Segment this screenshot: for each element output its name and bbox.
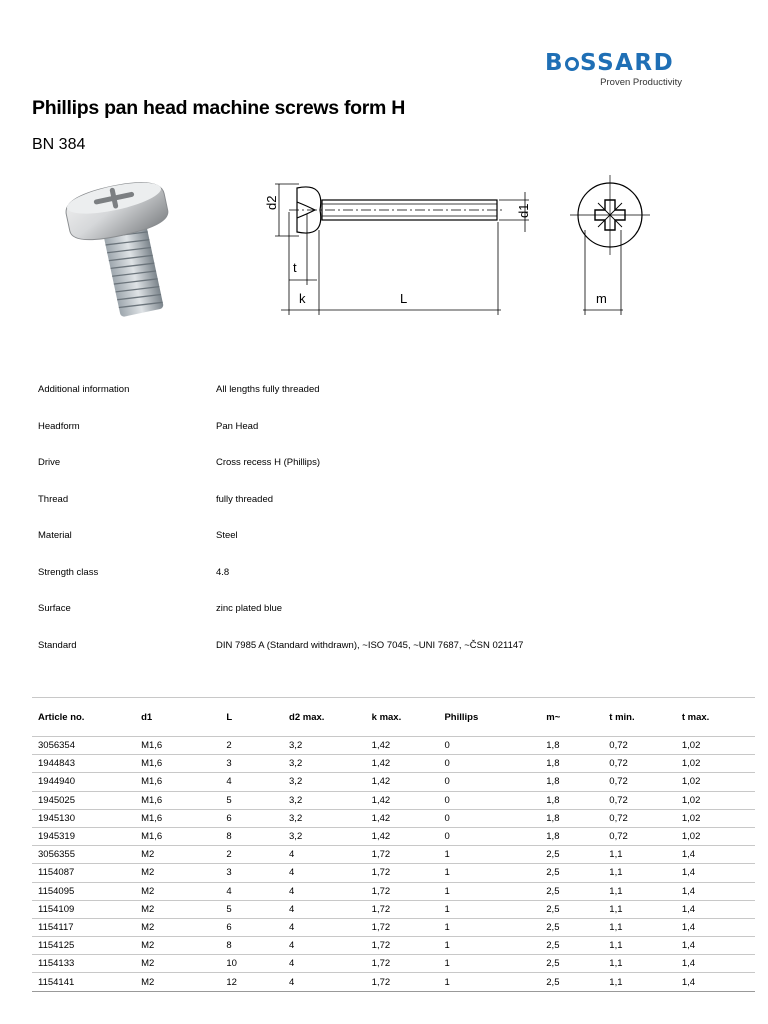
property-value: All lengths fully threaded xyxy=(216,384,320,395)
table-cell: 0,72 xyxy=(603,827,676,845)
table-cell: 3,2 xyxy=(283,827,366,845)
table-cell: 1,02 xyxy=(676,737,755,755)
table-cell: 0 xyxy=(438,791,540,809)
table-cell: 1154125 xyxy=(32,937,135,955)
property-value: Steel xyxy=(216,530,238,541)
table-cell: 1,1 xyxy=(603,846,676,864)
property-label: Drive xyxy=(38,457,61,468)
table-header-row xyxy=(32,698,755,737)
table-cell: 0 xyxy=(438,737,540,755)
table-cell: 0,72 xyxy=(603,755,676,773)
property-row xyxy=(38,412,738,449)
table-cell: 1944940 xyxy=(32,773,135,791)
table-cell: 1,4 xyxy=(676,918,755,936)
logo-tagline: Proven Productivity xyxy=(600,77,682,88)
article-table xyxy=(32,697,755,992)
table-cell: 1,72 xyxy=(366,973,439,991)
table-cell: 6 xyxy=(220,809,283,827)
table-row xyxy=(32,900,755,918)
table-cell: M2 xyxy=(135,918,220,936)
table-cell: 0,72 xyxy=(603,737,676,755)
table-cell: 1,02 xyxy=(676,773,755,791)
table-cell: 1,1 xyxy=(603,900,676,918)
property-label: Headform xyxy=(38,420,80,432)
table-row xyxy=(32,937,755,955)
table-cell: 1,72 xyxy=(366,864,439,882)
table-cell: 2,5 xyxy=(540,973,603,991)
property-label: Thread xyxy=(38,493,69,505)
table-cell: 4 xyxy=(283,918,366,936)
table-cell: 1,4 xyxy=(676,973,755,991)
table-cell: 4 xyxy=(283,955,366,973)
label-t: t xyxy=(293,260,297,275)
table-cell: 1,8 xyxy=(540,791,603,809)
table-cell: 1,72 xyxy=(366,955,439,973)
product-code: BN 384 xyxy=(32,136,86,153)
table-cell: 5 xyxy=(220,900,283,918)
table-cell: 1,42 xyxy=(366,827,439,845)
table-row xyxy=(32,882,755,900)
table-cell: 0 xyxy=(438,809,540,827)
property-row xyxy=(38,631,738,668)
table-cell: 1154117 xyxy=(32,918,135,936)
property-value: zinc plated blue xyxy=(216,603,283,614)
table-cell: 4 xyxy=(283,937,366,955)
table-cell: 1 xyxy=(438,864,540,882)
table-cell: 0,72 xyxy=(603,791,676,809)
column-header: d2 max. xyxy=(283,698,366,737)
table-cell: 1,8 xyxy=(540,773,603,791)
table-row xyxy=(32,791,755,809)
table-cell: 1 xyxy=(438,937,540,955)
table-cell: 2,5 xyxy=(540,918,603,936)
table-cell: 4 xyxy=(283,846,366,864)
property-label: Surface xyxy=(38,603,71,614)
screw-photo xyxy=(55,175,195,325)
table-cell: 1,72 xyxy=(366,918,439,936)
table-row xyxy=(32,755,755,773)
page-title: Phillips pan head machine screws form H xyxy=(32,97,405,119)
property-row xyxy=(38,485,738,522)
table-cell: 1,1 xyxy=(603,973,676,991)
table-cell: M2 xyxy=(135,864,220,882)
table-cell: 1944843 xyxy=(32,755,135,773)
table-cell: 1,02 xyxy=(676,755,755,773)
table-cell: 1945025 xyxy=(32,791,135,809)
property-row xyxy=(38,521,738,558)
table-cell: 1,72 xyxy=(366,900,439,918)
table-cell: M2 xyxy=(135,955,220,973)
table-row xyxy=(32,918,755,936)
column-header: Article no. xyxy=(32,698,135,737)
table-cell: 1 xyxy=(438,955,540,973)
table-cell: 4 xyxy=(283,973,366,991)
table-cell: M2 xyxy=(135,937,220,955)
table-cell: 1154141 xyxy=(32,973,135,991)
table-cell: 1 xyxy=(438,900,540,918)
table-cell: 1,8 xyxy=(540,809,603,827)
property-row xyxy=(38,375,738,412)
table-cell: 1,42 xyxy=(366,755,439,773)
table-cell: 2,5 xyxy=(540,846,603,864)
table-cell: 1,1 xyxy=(603,937,676,955)
table-cell: 1,1 xyxy=(603,918,676,936)
table-cell: 1,4 xyxy=(676,900,755,918)
table-cell: 4 xyxy=(283,882,366,900)
table-cell: 4 xyxy=(283,864,366,882)
table-cell: 1 xyxy=(438,973,540,991)
table-cell: 1,8 xyxy=(540,737,603,755)
table-cell: 0 xyxy=(438,773,540,791)
column-header: m~ xyxy=(540,698,603,737)
table-cell: 1154109 xyxy=(32,900,135,918)
table-cell: M2 xyxy=(135,882,220,900)
table-cell: 3,2 xyxy=(283,755,366,773)
table-row xyxy=(32,737,755,755)
table-row xyxy=(32,955,755,973)
property-label: Standard xyxy=(38,639,77,651)
property-row xyxy=(38,594,738,631)
table-cell: 1154087 xyxy=(32,864,135,882)
logo-o-ring xyxy=(565,57,579,71)
column-header: t min. xyxy=(603,698,676,737)
table-cell: 1,1 xyxy=(603,864,676,882)
table-row xyxy=(32,973,755,991)
column-header: d1 xyxy=(135,698,220,737)
property-value: 4.8 xyxy=(216,566,230,578)
logo-wordmark xyxy=(545,50,685,76)
table-cell: M2 xyxy=(135,900,220,918)
table-cell: 1,8 xyxy=(540,827,603,845)
table-cell: 1,02 xyxy=(676,827,755,845)
table-cell: M1,6 xyxy=(135,809,220,827)
table-cell: 2,5 xyxy=(540,864,603,882)
bossard-logo xyxy=(545,50,685,88)
table-cell: M1,6 xyxy=(135,791,220,809)
table-cell: 1,4 xyxy=(676,846,755,864)
table-cell: 0 xyxy=(438,827,540,845)
table-cell: M2 xyxy=(135,846,220,864)
table-cell: 1,1 xyxy=(603,955,676,973)
table-cell: 1,42 xyxy=(366,809,439,827)
table-cell: 3,2 xyxy=(283,737,366,755)
property-value: Cross recess H (Phillips) xyxy=(216,457,320,468)
property-row xyxy=(38,558,738,595)
table-cell: 1,72 xyxy=(366,937,439,955)
table-cell: M1,6 xyxy=(135,755,220,773)
table-cell: 1,02 xyxy=(676,809,755,827)
table-cell: 0,72 xyxy=(603,773,676,791)
table-cell: 1 xyxy=(438,918,540,936)
table-cell: 3 xyxy=(220,755,283,773)
table-row xyxy=(32,773,755,791)
table-cell: 1,02 xyxy=(676,791,755,809)
table-cell: M1,6 xyxy=(135,827,220,845)
table-row xyxy=(32,827,755,845)
property-list xyxy=(38,375,738,667)
table-cell: 1,4 xyxy=(676,955,755,973)
table-cell: 1945319 xyxy=(32,827,135,845)
table-cell: 1,1 xyxy=(603,882,676,900)
table-cell: 1 xyxy=(438,882,540,900)
table-cell: 1154095 xyxy=(32,882,135,900)
logo-text-end: SSARD xyxy=(580,50,675,76)
table-cell: 3056355 xyxy=(32,846,135,864)
table-cell: 1154133 xyxy=(32,955,135,973)
property-row xyxy=(38,448,738,485)
table-cell: 1,4 xyxy=(676,864,755,882)
table-row xyxy=(32,864,755,882)
table-cell: 2 xyxy=(220,846,283,864)
table-cell: 5 xyxy=(220,791,283,809)
table-cell: M1,6 xyxy=(135,773,220,791)
table-row xyxy=(32,809,755,827)
property-value: DIN 7985 A (Standard withdrawn), ~ISO 7045, ~UNI 7687, ~ČSN 021147 xyxy=(216,639,524,651)
technical-drawing xyxy=(255,170,665,320)
label-d2: d2 xyxy=(264,195,279,210)
table-cell: 3,2 xyxy=(283,773,366,791)
table-cell: 0 xyxy=(438,755,540,773)
table-cell: 2,5 xyxy=(540,882,603,900)
property-value: Pan Head xyxy=(216,420,259,432)
property-label: Material xyxy=(38,530,72,541)
logo-text-start: B xyxy=(545,50,565,76)
table-cell: 1,42 xyxy=(366,773,439,791)
table-row xyxy=(32,846,755,864)
table-cell: 1,4 xyxy=(676,882,755,900)
label-d1: d1 xyxy=(516,203,531,218)
table-cell: 10 xyxy=(220,955,283,973)
table-cell: 2,5 xyxy=(540,955,603,973)
table-cell: 2,5 xyxy=(540,900,603,918)
table-cell: 3 xyxy=(220,864,283,882)
column-header: Phillips xyxy=(438,698,540,737)
label-L: L xyxy=(400,291,408,306)
table-cell: 4 xyxy=(220,882,283,900)
table-cell: 6 xyxy=(220,918,283,936)
table-cell: 3056354 xyxy=(32,737,135,755)
label-k: k xyxy=(299,291,306,306)
table-cell: 8 xyxy=(220,827,283,845)
table-cell: 1,4 xyxy=(676,937,755,955)
table-cell: 3,2 xyxy=(283,791,366,809)
table-cell: 4 xyxy=(220,773,283,791)
table-cell: 1 xyxy=(438,846,540,864)
column-header: k max. xyxy=(366,698,439,737)
table-cell: 2,5 xyxy=(540,937,603,955)
table-cell: 1,42 xyxy=(366,737,439,755)
property-label: Strength class xyxy=(38,566,99,578)
property-label: Additional information xyxy=(38,384,130,395)
table-cell: M2 xyxy=(135,973,220,991)
table-cell: 4 xyxy=(283,900,366,918)
table-cell: 1,72 xyxy=(366,846,439,864)
column-header: L xyxy=(220,698,283,737)
table-cell: 2 xyxy=(220,737,283,755)
column-header: t max. xyxy=(676,698,755,737)
table-cell: 12 xyxy=(220,973,283,991)
property-value: fully threaded xyxy=(216,493,274,505)
table-cell: 8 xyxy=(220,937,283,955)
table-cell: 1,42 xyxy=(366,791,439,809)
table-cell: 1,8 xyxy=(540,755,603,773)
label-m: m xyxy=(596,291,607,306)
table-cell: M1,6 xyxy=(135,737,220,755)
table-cell: 1,72 xyxy=(366,882,439,900)
table-cell: 1945130 xyxy=(32,809,135,827)
table-cell: 3,2 xyxy=(283,809,366,827)
table-cell: 0,72 xyxy=(603,809,676,827)
